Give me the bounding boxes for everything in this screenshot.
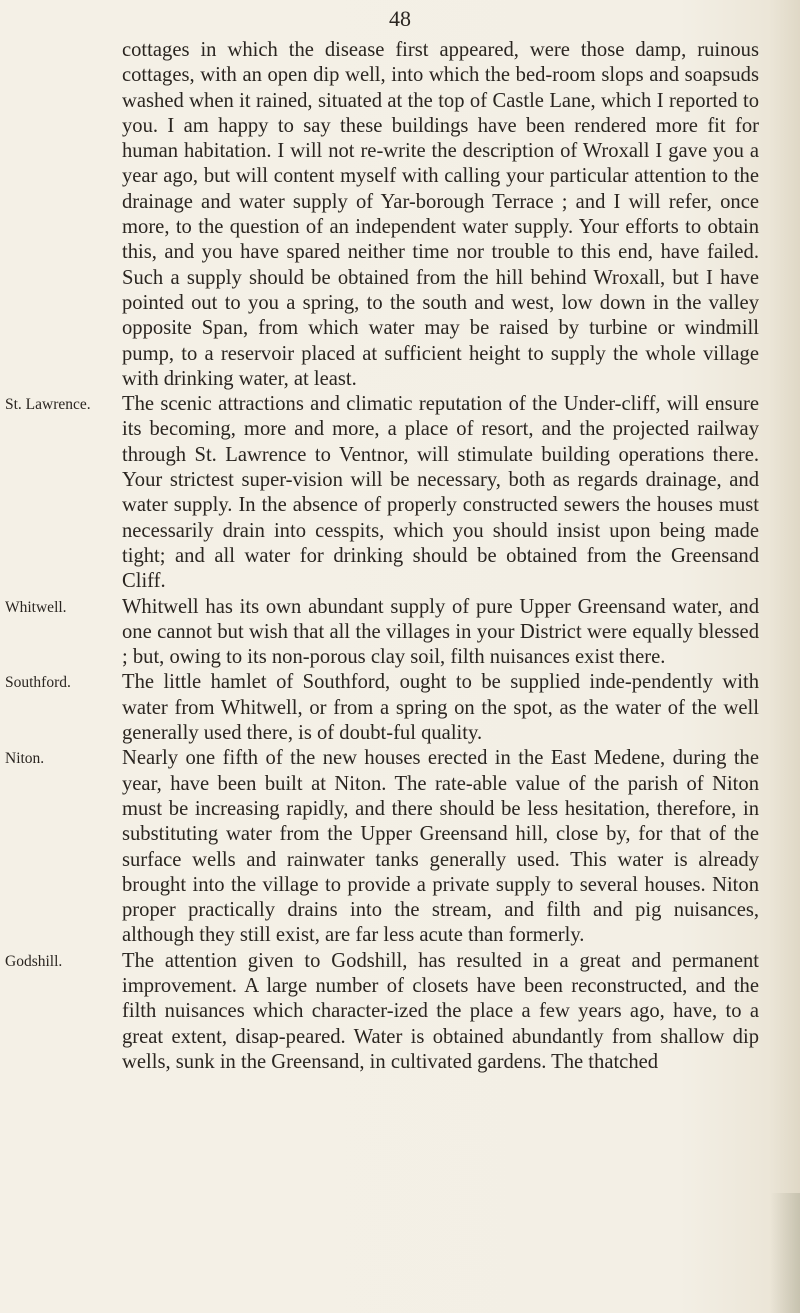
page-number: 48 — [389, 6, 411, 31]
marginal-heading: Southford. — [5, 674, 71, 692]
page-edge-shadow — [770, 1193, 800, 1313]
section-st-lawrence — [0, 392, 800, 594]
marginal-heading: Godshill. — [5, 952, 63, 970]
section-godshill — [0, 949, 800, 1075]
paragraph-text: Whitwell has its own abundant supply of pure Upper Greensand water, and one cannot but wish that all the villages in your District were equally blessed ; but, owing to its non-porous clay soil, filth nuisances exist there. — [122, 595, 759, 669]
paragraph-continuation — [0, 38, 800, 392]
paragraph-text: cottages in which the disease first appeared, were those damp, ruinous cottages, with an open dip well, into which the bed-room slops and soapsuds washed when it rained, situated at the top of Castle Lane, which I reported to you. I am happy to say these buildings have been rendered more fit for human habitation. I will not re-write the description of Wroxall I gave you a year ago, but will content myself with calling your particular attention to the drainage and water supply of Yar-borough Terrace ; and I will refer, once more, to the question of an independent water supply. Your efforts to obtain this, and you have spared neither time nor trouble to this end, have failed. Such a supply should be obtained from the hill behind Wroxall, but I have pointed out to you a spring, to the south and west, low down in the valley opposite Span, from which water may be raised by turbine or windmill pump, to a reservoir placed at sufficient height to supply the whole village with drinking water, at least. — [122, 39, 759, 390]
section-southford — [0, 670, 800, 746]
page-body — [0, 38, 800, 1075]
paragraph-text: Nearly one fifth of the new houses erected in the East Medene, during the year, have been built at Niton. The rate-able value of the parish of Niton must be increasing rapidly, and there should be less hesitation, therefore, in substituting water from the Upper Greensand hill, close by, for that of the surface wells and rainwater tanks generally used. This water is already brought into the village to provide a private supply to several houses. Niton proper practically drains into the stream, and filth and pig nuisances, although they still exist, are far less acute than formerly. — [122, 747, 759, 947]
section-niton — [0, 746, 800, 948]
marginal-heading: Whitwell. — [5, 598, 67, 616]
paragraph-text: The scenic attractions and climatic reputation of the Under-cliff, will ensure its becoming, more and more, a place of resort, and the projected railway through St. Lawrence to Ventnor, will stimulate building operations there. Your strictest super-vision will be necessary, both as regards drainage, and water supply. In the absence of properly constructed sewers the houses must necessarily drain into cesspits, which you should insist upon being made tight; and all water for drinking should be obtained from the Greensand Cliff. — [122, 393, 759, 593]
marginal-heading: St. Lawrence. — [5, 396, 91, 414]
paragraph-text: The attention given to Godshill, has resulted in a great and permanent improvement. A large number of closets have been reconstructed, and the filth nuisances which character-ized the place a few years ago, have, to a great extent, disap-peared. Water is obtained abundantly from shallow dip wells, sunk in the Greensand, in cultivated gardens. The thatched — [122, 949, 759, 1073]
section-whitwell — [0, 595, 800, 671]
marginal-heading: Niton. — [5, 750, 45, 768]
paragraph-text: The little hamlet of Southford, ought to be supplied inde-pendently with water from Whitwell, or from a spring on the spot, as the water of the well generally used there, is of doubt-ful quality. — [122, 671, 759, 745]
